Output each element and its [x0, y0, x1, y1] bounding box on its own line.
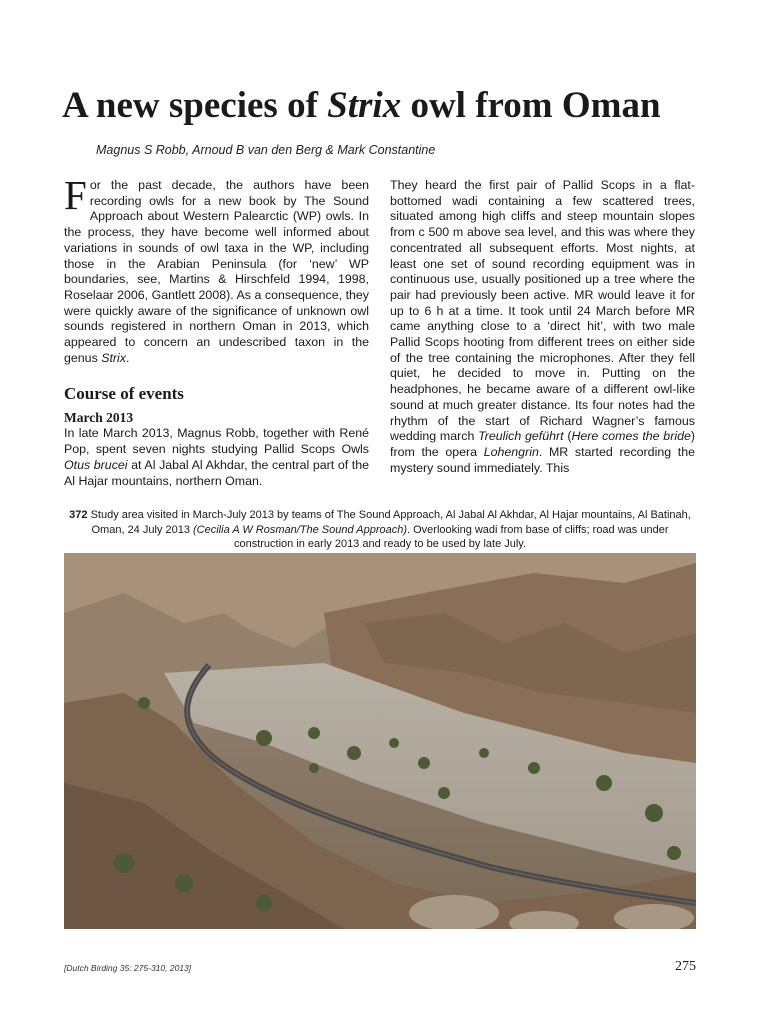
figure-caption: 372 Study area visited in March-July 2013 by teams of The Sound Approach, Al Jabal Al Akhdar, Al Hajar mountains, Al Batinah, Oman, 24 July 2013 (Cecilia A W Rosman/The Sound Approach). Overlooking wadi from base of cliffs; road was under construction in early 2013 and ready to be used by late July. [69, 509, 691, 550]
intro-paragraph: For the past decade, the authors have been recording owls for a new book by The Sound Approach about Western Palearctic (WP) owls. In the process, they have become well informed about variations in sounds of owl taxa in the WP, including those in the Arabian Peninsula (for ‘new’ WP boundaries, see, Martins & Hirschfeld 1994, 1998, Roselaar 2006, Gantlett 2008). As a consequence, they were quickly aware of the significance of unknown owl sounds registered in northern Oman in 2013, which appeared to concern an undescribed taxon in the genus Strix. [64, 172, 369, 365]
subheading: March 2013 [64, 410, 134, 426]
article-authors: Magnus S Robb, Arnoud B van den Berg & Mark Constantine [96, 143, 436, 157]
article-title [62, 84, 722, 128]
wadi-photo [64, 553, 696, 929]
footer-citation: [Dutch Birding 35: 275-310, 2013] [64, 963, 192, 973]
dropcap: F [64, 172, 87, 218]
page-number: 275 [675, 959, 696, 974]
photo-credit: (Cecilia A W Rosman/The Sound Approach) [193, 523, 407, 536]
title-genus: Strix [327, 85, 402, 126]
right-paragraph: They heard the first pair of Pallid Scops in a flat-bottomed wadi containing a few scattered trees, situated among high cliffs and steep mountain slopes from c 500 m above sea level, and this was where they concentrated all subsequent efforts. Most nights, at least one set of sound recording equipment was in continuous use, usually positioned up a tree where the pair had previously been active. MR would leave it for up to 6 h at a time. It took until 24 March before MR came anything close to a ‘direct hit’, with two male Pallid Scops hooting from different trees on either side of the tree containing the microphones. After they fell quiet, he decided to move in. Putting on the headphones, he became aware of a different owl-like sound at much greater distance. Its four notes had the rhythm of the start of Richard Wagner’s famous wedding march Treulich geführt (Here comes the bride) from the opera Lohengrin. MR started recording the mystery sound immediately. This [390, 178, 695, 475]
title-post: owl from Oman [401, 85, 661, 126]
march-paragraph: In late March 2013, Magnus Robb, together with René Pop, spent seven nights studying Pallid Scops Owls Otus brucei at Al Jabal Al Akhdar, the central part of the Al Hajar mountains, northern Oman. [64, 426, 369, 488]
title-pre: A new species of [62, 85, 328, 126]
left-column [64, 172, 369, 489]
section-heading: Course of events [64, 384, 184, 404]
figure-number: 372 [69, 509, 88, 521]
right-column [390, 178, 695, 476]
